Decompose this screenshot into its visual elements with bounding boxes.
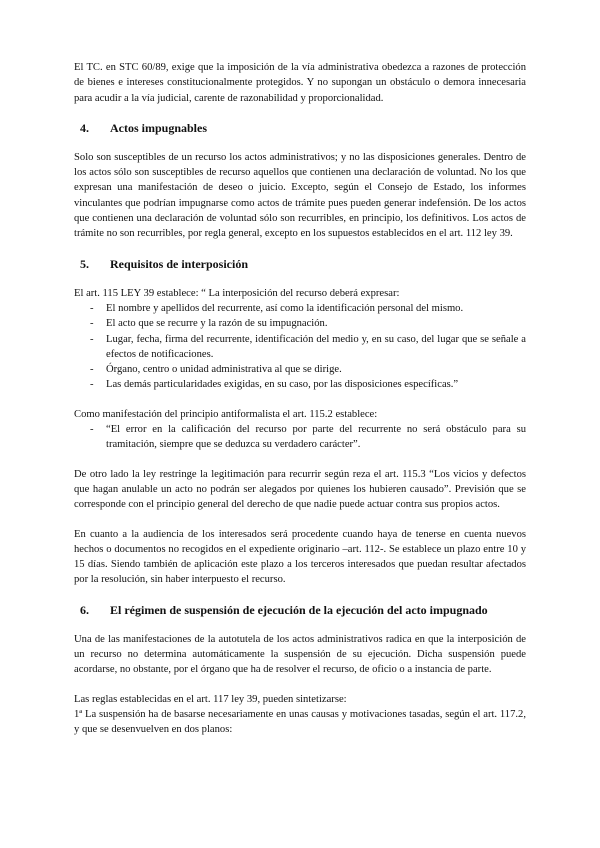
antiformalist-lead: Como manifestación del principio antiformalista el art. 115.2 establece: [74, 408, 378, 420]
section-4-number: 4. [80, 120, 89, 135]
section-6-title: El régimen de suspensión de ejecución de la ejecución del acto impugnado [110, 602, 488, 617]
section-4-title: Actos impugnables [110, 120, 208, 135]
list-item: - El acto que se recurre y la razón de su impugnación. [74, 316, 526, 331]
list-dash: - [90, 379, 94, 391]
list-dash: - [90, 302, 94, 314]
rule-1-paragraph: 1ª La suspensión ha de basarse necesariamente en unas causas y motivaciones tasadas, según el art. 117.2, y que se desenvuelven en dos planos: [74, 708, 526, 736]
hearing-paragraph: En cuanto a la audiencia de los interesados será procedente cuando haya de tenerse en cuenta nuevos hechos o documentos no recogidos en el expediente originario –art. 112-. Se establece un plazo entre 10 y 15 días. Siendo también de aplicación este plazo a los terceros interesados que puedan resultar afectados por la resolución, sin haber interpuesto el recurso. [74, 528, 526, 586]
list-item: - “El error en la calificación del recurso por parte del recurrente no será obstáculo para su tramitación, siempre que se deduzca su verdadero carácter”. [74, 422, 526, 453]
section-4-paragraph: Solo son susceptibles de un recurso los actos administrativos; y no las disposiciones generales. Dentro de los actos sólo son susceptibles de recurso aquellos que contienen una declaración de voluntad. No los que expresan una manifestación de deseo o juicio. Excepto, según el Consejo de Estado, los informes vinculantes que podrían impugnarse como actos de trámite pues pueden generar indefensión. De los actos que contienen una declaración de voluntad sólo son recurribles, en principio, los definitivos. Los actos de trámite no son recurribles, por regla general, excepto en los supuestos establecidos en el art. 112 ley 39. [74, 151, 526, 240]
section-5-number: 5. [80, 256, 89, 271]
intro-paragraph: El TC. en STC 60/89, exige que la imposición de la vía administrativa obedezca a razones de protección de bienes e intereses constitucionalmente protegidos. Y no supongan un obstáculo o demora innecesaria para acudir a la vía judicial, carente de razonabilidad y proporcionalidad. [74, 62, 526, 104]
list-item: - El nombre y apellidos del recurrente, así como la identificación personal del mismo. [74, 301, 526, 316]
document-page [74, 60, 526, 738]
section-6-heading [74, 602, 526, 618]
section-6-number: 6. [80, 602, 89, 617]
list-dash: - [90, 424, 94, 436]
list-item: - Las demás particularidades exigidas, en su caso, por las disposiciones específicas.” [74, 377, 526, 392]
requirements-list [74, 301, 526, 393]
rules-lead: Las reglas establecidas en el art. 117 ley 39, pueden sintetizarse: [74, 693, 347, 705]
list-item: - Órgano, centro o unidad administrativa al que se dirige. [74, 362, 526, 377]
antiformalist-list [74, 422, 526, 453]
list-dash: - [90, 333, 94, 345]
section-5-lead: El art. 115 LEY 39 establece: “ La interposición del recurso deberá expresar: [74, 287, 400, 299]
section-6-paragraph: Una de las manifestaciones de la autotutela de los actos administrativos radica en que la interposición de un recurso no determina automáticamente la suspensión de su ejecución. Dicha suspensión puede acordarse, no obstante, por el órgano que ha de resolver el recurso, de oficio o a instancia de parte. [74, 633, 526, 676]
list-item: - Lugar, fecha, firma del recurrente, identificación del medio y, en su caso, del lugar que se señale a efectos de notificaciones. [74, 332, 526, 363]
list-dash: - [90, 364, 94, 376]
legitimacy-paragraph: De otro lado la ley restringe la legitimación para recurrir según reza el art. 115.3 “Los vicios y defectos que hagan anulable un acto no podrán ser alegados por quienes los hubieren causado”. Previsión que se corresponde con el principio general del derecho de que nadie puede actuar contra sus propios actos. [74, 468, 526, 511]
list-dash: - [90, 318, 94, 330]
section-4-heading [74, 120, 526, 136]
section-5-title: Requisitos de interposición [110, 256, 249, 271]
section-5-heading [74, 256, 526, 272]
